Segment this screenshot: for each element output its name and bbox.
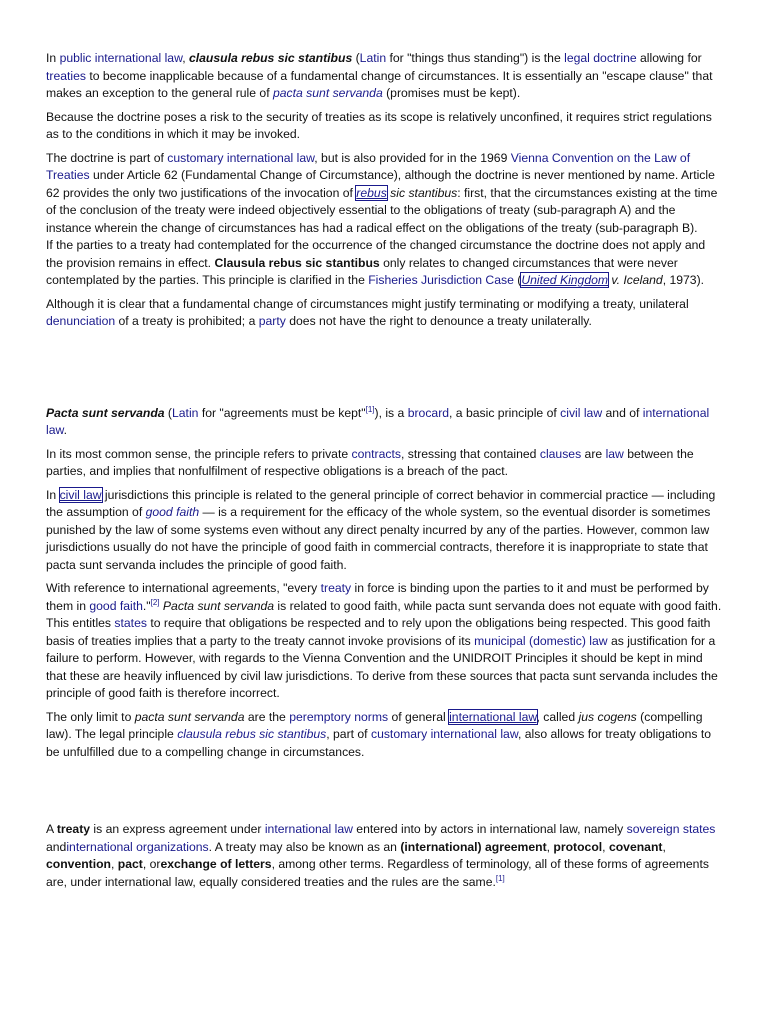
- link-brocard[interactable]: brocard: [407, 405, 450, 420]
- link-party[interactable]: party: [258, 314, 286, 328]
- rebus-paragraph-1: In public international law, clausula rebus sic stantibus (Latin for "things thus standing") is the legal doctrine allowing for treaties to become inapplicable because of a fundamental change of circumstances. It is essentially an "escape clause" that makes an exception to the general rule of pacta sunt servanda (promises must be kept).: [46, 51, 713, 100]
- link-international-law[interactable]: international law: [46, 405, 710, 437]
- link-international-law-3[interactable]: international law: [264, 822, 353, 836]
- link-good-faith-2[interactable]: good faith: [89, 598, 143, 613]
- link-pacta-sunt-servanda[interactable]: pacta sunt servanda: [272, 86, 383, 100]
- pacta-paragraph-1: Pacta sunt servanda (Latin for "agreements must be kept"[1]), is a brocard, a basic principle of civil law and of international law.: [46, 404, 710, 437]
- link-law[interactable]: law: [605, 446, 624, 461]
- link-international-organizations[interactable]: international organizations: [66, 839, 209, 854]
- link-vienna-convention[interactable]: Vienna Convention on the Law of Treaties: [46, 150, 691, 182]
- link-latin-2[interactable]: Latin: [172, 405, 199, 420]
- link-united-kingdom[interactable]: United Kingdom: [521, 273, 609, 287]
- link-international-law-boxed[interactable]: international law: [449, 709, 537, 724]
- link-municipal-law[interactable]: municipal (domestic) law: [474, 633, 608, 648]
- link-fisheries-jurisdiction-case[interactable]: Fisheries Jurisdiction Case: [368, 273, 514, 287]
- link-treaties[interactable]: treaties: [46, 68, 86, 83]
- pacta-paragraph-4: With reference to international agreements, "every treaty in force is binding upon the parties to it and must be performed by them in good faith."[2] Pacta sunt servanda is related to good faith, while pacta sunt servanda does not equate with good faith. This entitles states to require that obligations be respected and to rely upon the obligations being respected. This good faith basis of treaties implies that a party to the treaty cannot invoke provisions of its municipal (domestic) law as justification for a failure to perform. However, with regards to the Vienna Convention and the UNIDROIT Principles it should be kept in mind that these are heavily influenced by civil law jurisdictions. To derive from these sources that pacta sunt servanda includes the principle of good faith is therefore incorrect.: [46, 581, 722, 700]
- link-civil-law-boxed[interactable]: civil law: [59, 487, 102, 502]
- link-customary-international-law[interactable]: customary international law: [167, 150, 315, 165]
- link-clauses[interactable]: clauses: [539, 446, 582, 461]
- pacta-paragraph-2: In its most common sense, the principle refers to private contracts, stressing that contained clauses are law between the parties, and implies that nonfulfilment of respective obligations is a breach of the pact.: [46, 446, 694, 478]
- treaty-paragraph-1: A treaty is an express agreement under international law entered into by actors in international law, namely sovereign states andinternational organizations. A treaty may also be known as an (international) agreement, protocol, covenant, convention, pact, orexchange of letters, among other terms. Regardless of terminology, all of these forms of agreements are, under international law, equally considered treaties and the rules are the same.[1]: [46, 822, 716, 889]
- link-sovereign-states[interactable]: sovereign states: [626, 822, 716, 836]
- link-states[interactable]: states: [114, 616, 147, 630]
- section-gap: [46, 767, 722, 821]
- link-latin[interactable]: Latin: [359, 51, 387, 65]
- pacta-paragraph-5: The only limit to pacta sunt servanda are the peremptory norms of general international law, called jus cogens (compelling law). The legal principle clausula rebus sic stantibus, part of customary international law, also allows for treaty obligations to be unfulfilled due to a compelling change in circumstances.: [46, 709, 712, 759]
- link-treaty[interactable]: treaty: [320, 581, 352, 595]
- document-page: [46, 50, 722, 897]
- link-good-faith[interactable]: good faith: [145, 505, 200, 519]
- link-rebus[interactable]: rebus: [356, 185, 387, 200]
- reference-3[interactable]: [1]: [495, 873, 505, 883]
- link-customary-international-law-2[interactable]: customary international law: [370, 727, 518, 741]
- link-legal-doctrine[interactable]: legal doctrine: [564, 51, 637, 65]
- section-gap: [46, 337, 722, 405]
- reference-1[interactable]: [1]: [365, 404, 375, 414]
- pacta-paragraph-3: In civil law jurisdictions this principle is related to the general principle of correct behavior in commercial practice — including the assumption of good faith — is a requirement for the efficacy of the whole system, so the eventual disorder is sometimes punished by the law of some systems even without any direct penalty incurred by any of the parties. However, common law jurisdictions usually do not have the principle of good faith in commercial contracts, therefore it is inappropriate to state that pacta sunt servanda includes the principle of good faith.: [46, 487, 716, 572]
- link-contracts[interactable]: contracts: [351, 446, 401, 461]
- link-denunciation[interactable]: denunciation: [46, 314, 116, 328]
- link-clausula-rebus[interactable]: clausula rebus sic stantibus: [177, 727, 327, 741]
- link-civil-law[interactable]: civil law: [560, 405, 603, 420]
- link-public-international-law[interactable]: public international law: [59, 51, 183, 65]
- rebus-paragraph-4: Although it is clear that a fundamental change of circumstances might justify terminating or modifying a treaty, unilateral denunciation of a treaty is prohibited; a party does not have the right to denounce a treaty unilaterally.: [46, 296, 689, 328]
- rebus-paragraph-2: Because the doctrine poses a risk to the security of treaties as its scope is relatively unconfined, it requires strict regulations as to the conditions in which it may be invoked.: [46, 109, 712, 141]
- rebus-paragraph-3: The doctrine is part of customary international law, but is also provided for in the 1969 Vienna Convention on the Law of Treaties under Article 62 (Fundamental Change of Circumstance), although the doctrine is never mentioned by name. Article 62 provides the only two justifications of the invocation of rebus sic stantibus: first, that the circumstances existing at the time of the conclusion of the treaty were indeed objectively essential to the obligations of treaty (sub-paragraph A) and the instance wherein the change of circumstances has had a radical effect on the obligations of the treaty (sub-paragraph B). If the parties to a treaty had contemplated for the occurrence of the changed circumstance the doctrine does not apply and the provision remains in effect. Clausula rebus sic stantibus only relates to changed circumstances that were never contemplated by the parties. This principle is clarified in the Fisheries Jurisdiction Case (United Kingdom v. Iceland, 1973).: [46, 150, 718, 287]
- reference-2[interactable]: [2]: [150, 597, 160, 607]
- link-peremptory-norms[interactable]: peremptory norms: [289, 709, 389, 724]
